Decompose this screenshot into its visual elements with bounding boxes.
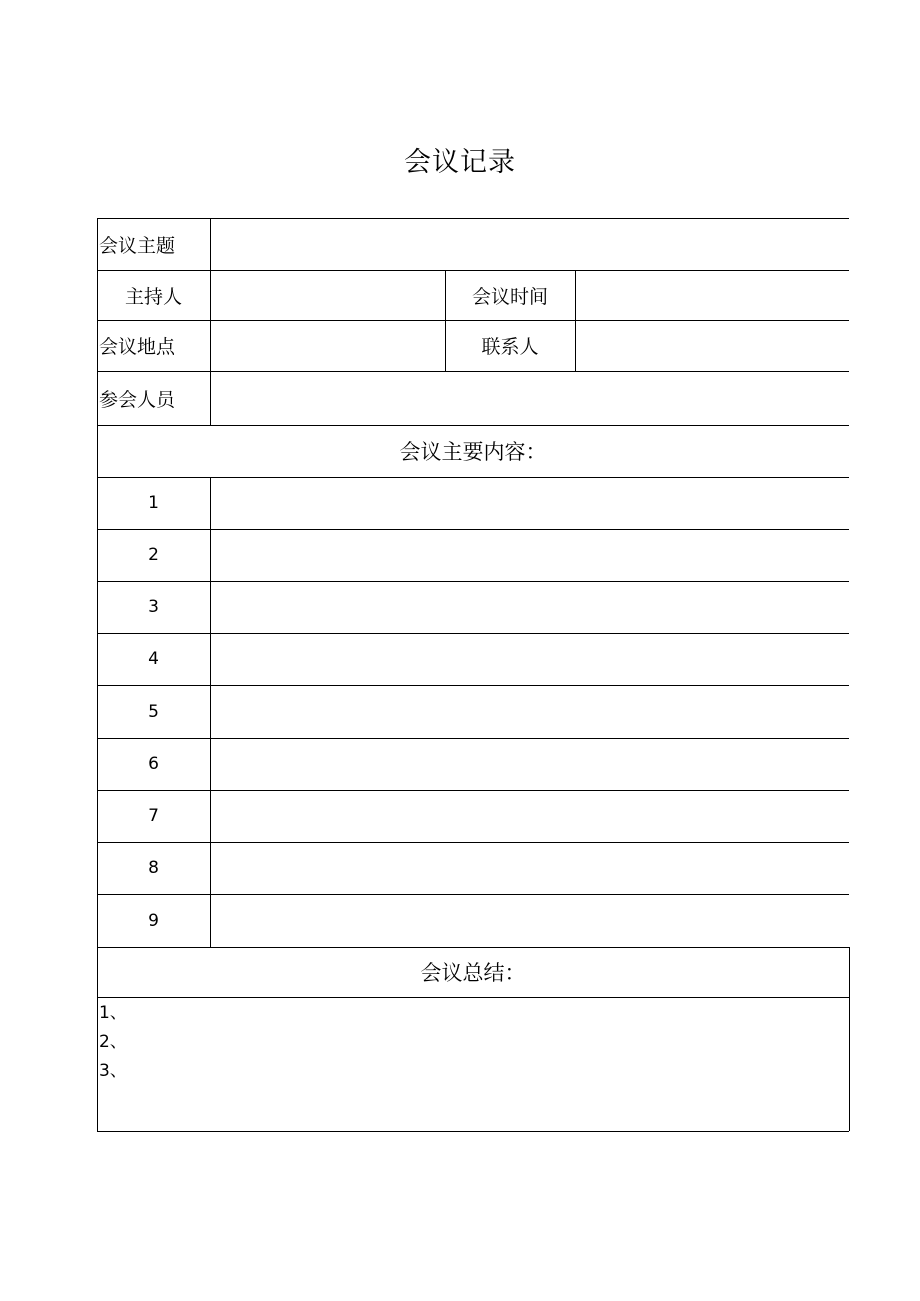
content-row-number: 4 [148,649,159,669]
contact-label: 联系人 [481,336,539,358]
content-row-number: 2 [148,545,159,565]
time-label: 会议时间 [471,285,548,308]
content-row-number: 6 [148,754,159,774]
page-title: 会议记录 [404,147,516,178]
host-value[interactable] [210,270,445,320]
content-row-value[interactable] [210,842,849,894]
content-row-value[interactable] [210,581,849,633]
table-rule [97,1131,849,1132]
summary-heading: 会议总结： [420,961,526,985]
content-row-value[interactable] [210,685,849,738]
location-value[interactable] [210,320,445,371]
contact-value[interactable] [575,320,849,371]
content-row-value[interactable] [210,894,849,947]
content-row-number: 9 [148,910,159,931]
summary-item: 1、 [99,1003,127,1023]
content-row-number: 8 [148,858,159,878]
table-rule [849,947,850,1131]
location-label: 会议地点 [99,336,176,358]
attendees-value[interactable] [210,371,849,425]
summary-item: 2、 [99,1032,127,1052]
summary-item: 3、 [99,1061,127,1081]
content-row-number: 5 [148,701,159,722]
time-value[interactable] [575,270,849,320]
content-row-number: 1 [148,493,159,513]
content-row-value[interactable] [210,477,849,529]
content-row-value[interactable] [210,790,849,842]
content-row-value[interactable] [210,738,849,790]
attendees-label: 参会人员 [99,388,176,411]
host-label: 主持人 [124,285,182,308]
content-row-value[interactable] [210,633,849,685]
content-row-value[interactable] [210,529,849,581]
topic-value[interactable] [210,218,849,270]
content-heading: 会议主要内容： [399,440,547,464]
topic-label: 会议主题 [99,234,176,257]
content-row-number: 7 [148,806,159,826]
content-row-number: 3 [148,597,159,617]
table-rule [97,997,849,998]
